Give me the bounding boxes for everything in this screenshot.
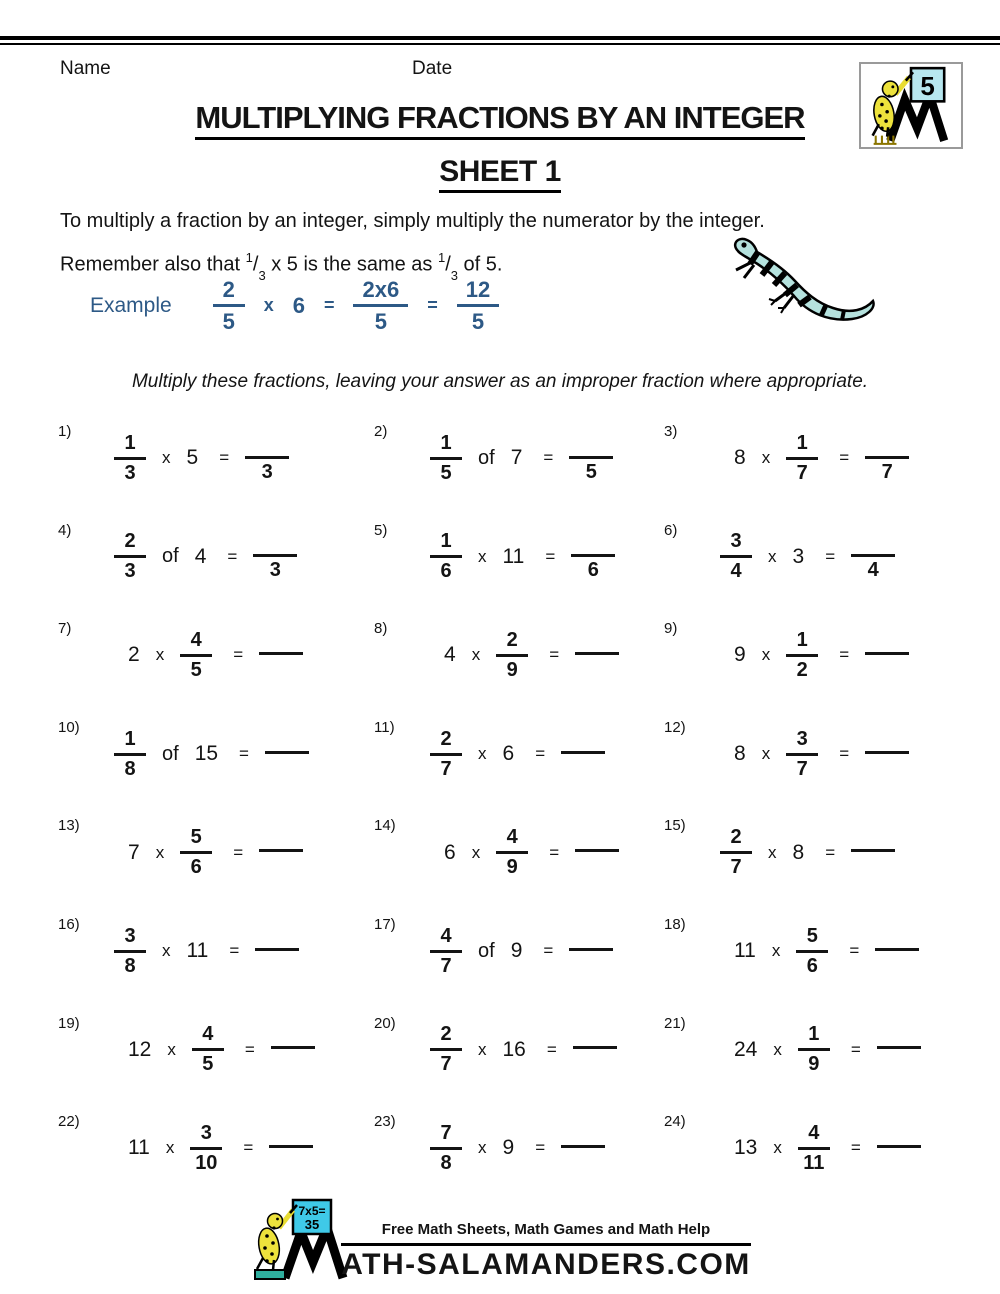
- fraction-denominator: 7: [796, 757, 808, 780]
- operator: x: [167, 1039, 176, 1059]
- page-title: MULTIPLYING FRACTIONS BY AN INTEGER: [0, 100, 1000, 136]
- answer-denominator: 7: [881, 460, 893, 483]
- fraction: [114, 728, 146, 781]
- answer-denominator: 5: [585, 460, 597, 483]
- operator: x: [155, 645, 165, 665]
- fraction: [798, 1023, 830, 1076]
- fraction: [430, 925, 462, 978]
- integer: 7: [510, 446, 523, 470]
- integer: 2: [128, 643, 140, 667]
- fraction-numerator: 1: [786, 432, 818, 460]
- top-border-rule: [0, 36, 1000, 45]
- integer: 9: [502, 1136, 515, 1160]
- answer-blank-line: [877, 1145, 921, 1148]
- footer-board-line-1: 7x5=: [298, 1204, 326, 1218]
- answer-blank-line: [561, 1145, 605, 1148]
- footer-text-block: [341, 1221, 751, 1280]
- answer-denominator: 3: [269, 559, 281, 582]
- fraction: [786, 728, 818, 781]
- answer-denominator: 4: [867, 559, 879, 582]
- answer-blank-line: [259, 849, 303, 852]
- problem-1: [58, 409, 374, 508]
- problem-number: 17): [374, 915, 396, 933]
- problem-number: 16): [58, 915, 80, 933]
- fraction-numerator: 1: [430, 530, 462, 558]
- fraction-denominator: 9: [808, 1053, 820, 1076]
- fraction: [192, 1023, 224, 1076]
- fraction: [496, 629, 528, 682]
- fraction: [720, 530, 752, 583]
- integer: 5: [186, 446, 199, 470]
- example-fraction-1: $\frac{2}{5}$: [213, 277, 245, 335]
- operator: x: [761, 645, 771, 665]
- problem-9: [664, 606, 960, 705]
- operator: x: [768, 546, 777, 566]
- answer-blank-fraction: [851, 531, 895, 582]
- fraction-denominator: 10: [195, 1151, 218, 1174]
- problem-22: [58, 1099, 374, 1198]
- fraction-denominator: 4: [730, 560, 742, 583]
- problem-2: [374, 409, 664, 508]
- problem-24: [664, 1099, 960, 1198]
- example-integer: 6: [292, 292, 305, 318]
- fraction-denominator: 6: [806, 954, 818, 977]
- footer-tagline: Free Math Sheets, Math Games and Math Help: [341, 1221, 751, 1246]
- answer-blank-line: [875, 948, 919, 951]
- answer-blank-line: [575, 849, 619, 852]
- integer: 9: [510, 939, 523, 963]
- fraction-numerator: 2: [430, 728, 462, 756]
- problem-4: [58, 508, 374, 607]
- problem-15: [664, 803, 960, 902]
- fraction-numerator: 4: [430, 925, 462, 953]
- problem-number: 4): [58, 521, 72, 539]
- lizard-illustration: [722, 235, 882, 333]
- equals-sign: =: [839, 744, 850, 764]
- problem-14: [374, 803, 664, 902]
- fraction-denominator: 5: [190, 658, 202, 681]
- fraction-denominator: 3: [124, 560, 136, 583]
- fraction-numerator: 4: [798, 1122, 830, 1150]
- fraction-denominator: 8: [440, 1151, 452, 1174]
- problem-7: [58, 606, 374, 705]
- answer-blank-line: [255, 948, 299, 951]
- answer-blank-line: [265, 751, 309, 754]
- answer-blank-fraction: [253, 531, 297, 582]
- example-fraction-2: $\frac{2x6}{5}$: [353, 277, 408, 335]
- example-equals-1: =: [323, 295, 335, 316]
- integer: 24: [734, 1037, 758, 1061]
- fraction-numerator: 3: [786, 728, 818, 756]
- equals-sign: =: [243, 1138, 254, 1158]
- example-label: Example: [90, 293, 172, 317]
- fraction-numerator: 1: [114, 432, 146, 460]
- operator: x: [471, 645, 481, 665]
- problem-number: 20): [374, 1014, 396, 1032]
- integer: 4: [194, 544, 207, 568]
- problem-17: [374, 902, 664, 1001]
- operator: x: [162, 448, 171, 468]
- fraction-numerator: 3: [190, 1122, 222, 1150]
- answer-blank-line: [561, 751, 605, 754]
- integer: 8: [734, 446, 746, 470]
- answer-denominator: 3: [261, 460, 273, 483]
- integer: 11: [734, 939, 756, 963]
- problem-21: [664, 1001, 960, 1100]
- problem-number: 11): [374, 718, 395, 736]
- fraction-denominator: 6: [190, 856, 202, 879]
- problem-number: 5): [374, 521, 388, 539]
- fraction-numerator: 7: [430, 1122, 462, 1150]
- problem-11: [374, 705, 664, 804]
- equals-sign: =: [543, 448, 554, 468]
- intro-line-1: To multiply a fraction by an integer, simply multiply the numerator by the integer.: [60, 210, 765, 232]
- footer-board-line-2: 35: [304, 1217, 320, 1232]
- equals-sign: =: [546, 1039, 557, 1059]
- example-multiply-sign: x: [263, 295, 274, 316]
- fraction-numerator: 2: [720, 826, 752, 854]
- operator: x: [773, 1138, 782, 1158]
- fraction-denominator: 7: [796, 461, 808, 484]
- equals-sign: =: [850, 1039, 861, 1059]
- fraction-denominator: 5: [202, 1053, 214, 1076]
- fraction-denominator: 2: [796, 658, 808, 681]
- operator: x: [773, 1039, 782, 1059]
- fraction-denominator: 8: [124, 954, 136, 977]
- answer-blank-line: [575, 652, 619, 655]
- fraction: [496, 826, 528, 879]
- integer: 12: [128, 1037, 152, 1061]
- problem-number: 14): [374, 817, 396, 835]
- fraction-denominator: 7: [440, 757, 452, 780]
- fraction: [114, 925, 146, 978]
- fraction-denominator: 5: [440, 461, 452, 484]
- fraction: [430, 728, 462, 781]
- integer: 6: [444, 840, 456, 864]
- operator: x: [478, 546, 487, 566]
- operator: of: [478, 446, 495, 469]
- equals-sign: =: [825, 546, 836, 566]
- fraction-denominator: 7: [730, 856, 742, 879]
- integer: 11: [502, 544, 525, 568]
- fraction-numerator: 5: [180, 826, 212, 854]
- problem-number: 12): [664, 718, 686, 736]
- fraction-numerator: 5: [796, 925, 828, 953]
- fraction: [430, 1122, 462, 1175]
- grade-badge: 5: [920, 73, 935, 102]
- equals-sign: =: [839, 645, 850, 665]
- equals-sign: =: [543, 941, 554, 961]
- equals-sign: =: [227, 546, 238, 566]
- name-label: Name: [60, 58, 111, 79]
- problem-10: [58, 705, 374, 804]
- problem-number: 6): [664, 521, 678, 539]
- fraction-denominator: 9: [506, 856, 518, 879]
- problem-number: 7): [58, 620, 72, 638]
- equals-sign: =: [244, 1039, 255, 1059]
- problem-8: [374, 606, 664, 705]
- problem-20: [374, 1001, 664, 1100]
- operator: x: [761, 744, 771, 764]
- worksheet-instruction: Multiply these fractions, leaving your answer as an improper fraction where appropriate.: [131, 371, 869, 392]
- fraction: [180, 629, 212, 682]
- problem-number: 15): [664, 817, 686, 835]
- problem-number: 18): [664, 915, 686, 933]
- fraction: [180, 826, 212, 879]
- fraction-denominator: 3: [124, 461, 136, 484]
- operator: x: [768, 842, 777, 862]
- operator: x: [761, 448, 771, 468]
- fraction: [114, 530, 146, 583]
- fraction: [796, 925, 828, 978]
- answer-blank-numerator: [569, 433, 613, 459]
- answer-blank-line: [865, 751, 909, 754]
- fraction-numerator: 1: [786, 629, 818, 657]
- integer: 8: [734, 742, 746, 766]
- answer-blank-line: [865, 652, 909, 655]
- footer-brand-text: ATH-SALAMANDERS.COM: [341, 1248, 751, 1281]
- fraction: [430, 1023, 462, 1076]
- example-fraction-3: $\frac{12}{5}$: [457, 277, 499, 335]
- fraction-denominator: 9: [506, 658, 518, 681]
- integer: 16: [502, 1037, 526, 1061]
- equals-sign: =: [549, 645, 560, 665]
- equals-sign: =: [229, 941, 240, 961]
- answer-blank-line: [259, 652, 303, 655]
- operator: of: [162, 545, 179, 568]
- answer-blank-line: [851, 849, 895, 852]
- answer-blank-fraction: [865, 433, 909, 484]
- problem-19: [58, 1001, 374, 1100]
- problem-23: [374, 1099, 664, 1198]
- equals-sign: =: [549, 842, 560, 862]
- equals-sign: =: [535, 1138, 546, 1158]
- fraction-denominator: 7: [440, 954, 452, 977]
- fraction-denominator: 6: [440, 560, 452, 583]
- operator: x: [771, 941, 781, 961]
- integer: 11: [128, 1136, 150, 1160]
- answer-blank-numerator: [865, 433, 909, 459]
- integer: 9: [734, 643, 746, 667]
- answer-blank-line: [573, 1046, 617, 1049]
- fraction-numerator: 3: [114, 925, 146, 953]
- fraction-denominator: 11: [803, 1151, 825, 1174]
- operator: of: [478, 939, 495, 962]
- integer: 4: [444, 643, 456, 667]
- fraction-numerator: 2: [114, 530, 146, 558]
- sheet-subtitle: SHEET 1: [0, 155, 1000, 189]
- fraction: [786, 432, 818, 485]
- problem-number: 21): [664, 1014, 686, 1032]
- equals-sign: =: [233, 645, 244, 665]
- equals-sign: =: [219, 448, 230, 468]
- example-equals-2: =: [427, 295, 438, 316]
- fraction-denominator: 8: [124, 757, 136, 780]
- operator: x: [478, 744, 487, 764]
- equals-sign: =: [839, 448, 850, 468]
- problem-18: [664, 902, 960, 1001]
- problems-grid: [58, 409, 960, 1198]
- answer-blank-line: [269, 1145, 313, 1148]
- footer: [0, 1198, 1000, 1282]
- fraction-numerator: 2: [430, 1023, 462, 1051]
- integer: 3: [792, 544, 805, 568]
- equals-sign: =: [849, 941, 860, 961]
- worked-example: [90, 277, 499, 335]
- answer-blank-numerator: [245, 433, 289, 459]
- date-label: Date: [412, 58, 453, 79]
- fraction: [798, 1122, 830, 1175]
- problem-number: 1): [58, 423, 72, 440]
- answer-blank-fraction: [571, 531, 615, 582]
- fraction: [430, 530, 462, 583]
- operator: of: [162, 742, 179, 765]
- problem-16: [58, 902, 374, 1001]
- equals-sign: =: [850, 1138, 861, 1158]
- fraction: [114, 432, 146, 485]
- problem-number: 8): [374, 620, 388, 638]
- problem-number: 24): [664, 1113, 686, 1131]
- problem-number: 13): [58, 817, 80, 835]
- problem-number: 10): [58, 718, 80, 736]
- integer: 6: [502, 742, 515, 766]
- answer-blank-numerator: [851, 531, 895, 557]
- fraction-numerator: 1: [114, 728, 146, 756]
- integer: 11: [186, 939, 209, 963]
- problem-number: 23): [374, 1113, 396, 1131]
- fraction-numerator: 1: [430, 432, 462, 460]
- fraction-numerator: 1: [798, 1023, 830, 1051]
- intro-line-2: Remember also that $^1/_3$ x 5 is the same as $^1/_3$ of 5.: [60, 250, 503, 283]
- equals-sign: =: [535, 744, 546, 764]
- equals-sign: =: [545, 546, 556, 566]
- answer-blank-fraction: [569, 433, 613, 484]
- operator: x: [471, 842, 481, 862]
- answer-denominator: 6: [587, 559, 599, 582]
- problem-3: [664, 409, 960, 508]
- operator: x: [162, 941, 171, 961]
- equals-sign: =: [825, 842, 836, 862]
- problem-13: [58, 803, 374, 902]
- problem-5: [374, 508, 664, 607]
- answer-blank-line: [271, 1046, 315, 1049]
- fraction: [786, 629, 818, 682]
- answer-blank-line: [569, 948, 613, 951]
- answer-blank-line: [877, 1046, 921, 1049]
- problem-number: 9): [664, 620, 678, 638]
- integer: 15: [194, 742, 219, 766]
- equals-sign: =: [233, 842, 244, 862]
- problem-number: 22): [58, 1113, 80, 1131]
- fraction-numerator: 4: [192, 1023, 224, 1051]
- fraction: [190, 1122, 222, 1175]
- answer-blank-numerator: [571, 531, 615, 557]
- problem-number: 2): [374, 423, 388, 440]
- fraction-denominator: 7: [440, 1053, 452, 1076]
- integer: 13: [734, 1136, 758, 1160]
- problem-12: [664, 705, 960, 804]
- operator: x: [155, 842, 165, 862]
- operator: x: [478, 1039, 487, 1059]
- fraction-numerator: 4: [496, 826, 528, 854]
- equals-sign: =: [239, 744, 249, 764]
- integer: 7: [128, 840, 140, 864]
- fraction-numerator: 2: [496, 629, 528, 657]
- fraction-numerator: 4: [180, 629, 212, 657]
- operator: x: [478, 1138, 487, 1158]
- fraction: [430, 432, 462, 485]
- operator: x: [165, 1138, 175, 1158]
- problem-number: 3): [664, 423, 678, 440]
- footer-salamander-logo-icon: [249, 1198, 349, 1282]
- fraction-numerator: 3: [720, 530, 752, 558]
- answer-blank-numerator: [253, 531, 297, 557]
- answer-blank-fraction: [245, 433, 289, 484]
- fraction: [720, 826, 752, 879]
- problem-6: [664, 508, 960, 607]
- problem-number: 19): [58, 1014, 80, 1032]
- integer: 8: [792, 840, 805, 864]
